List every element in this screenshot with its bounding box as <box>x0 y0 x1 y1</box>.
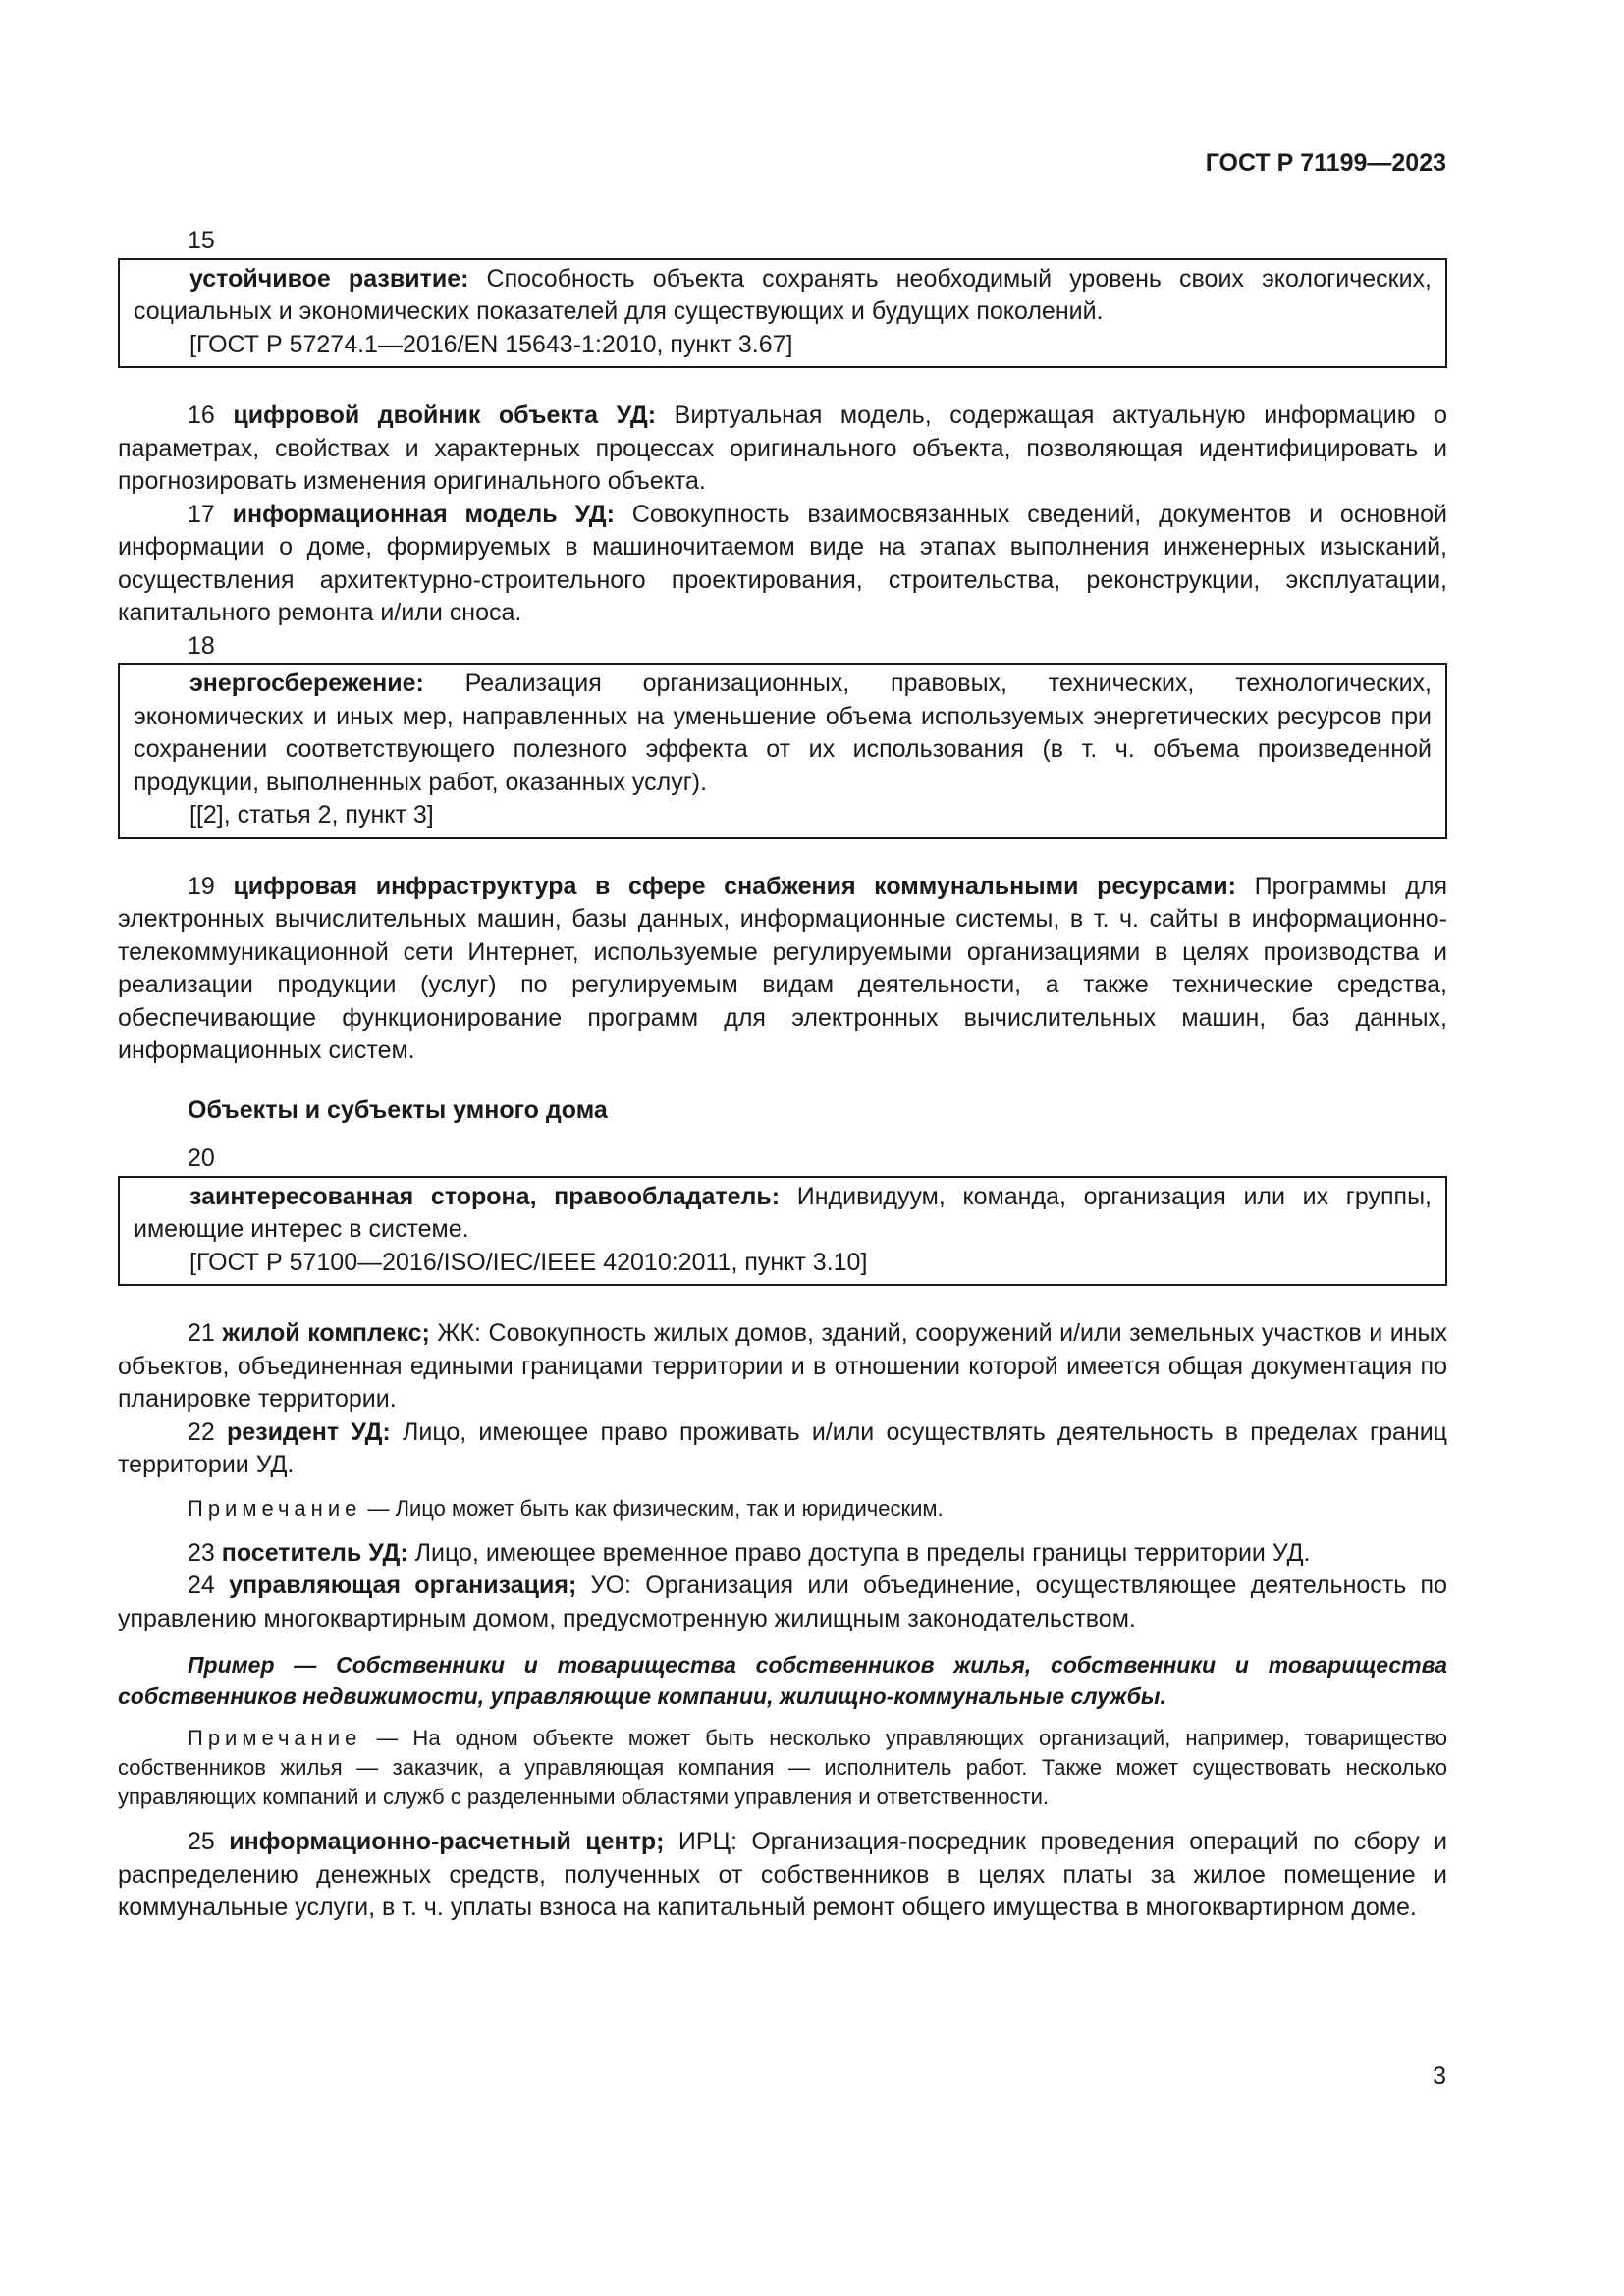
term-23 <box>118 1537 1447 1571</box>
term-19-name: цифровая инфраструктура в сфере снабжения коммунальными ресурсами: <box>233 872 1236 900</box>
term-22-definition: Лицо, имеющее право проживать и/или осуществлять деятельность в пределах границ территории УД. <box>118 1417 1447 1478</box>
term-22 <box>118 1416 1447 1482</box>
term-19-number: 19 <box>188 872 234 900</box>
note-22 <box>118 1494 1447 1523</box>
term-22-name: резидент УД: <box>227 1417 391 1446</box>
term-21-definition: ЖК: Совокупность жилых домов, зданий, сооружений и/или земельных участков и иных объектов, объединенная едиными границами территории и в отношении которой имеется общая документация по планировке территории. <box>118 1319 1447 1413</box>
note-22-text: — Лицо может быть как физическим, так и юридическим. <box>361 1495 944 1521</box>
term-18-name: энергосбережение: <box>189 669 424 697</box>
term-20-definition: Индивидуум, команда, организация или их группы, имеющие интерес в системе. <box>134 1182 1432 1243</box>
term-24-name: управляющая организация; <box>229 1572 577 1599</box>
term-24 <box>118 1570 1447 1635</box>
term-15 <box>134 263 1432 329</box>
note-24-label: Примечание <box>188 1726 362 1750</box>
term-17-number: 17 <box>188 500 233 528</box>
term-24-definition: УО: Организация или объединение, осуществляющее деятельность по управлению многоквартирным домом, предусмотренную жилищным законодательством. <box>118 1572 1447 1632</box>
term-number-18: 18 <box>188 631 215 660</box>
note-24 <box>118 1724 1447 1812</box>
term-box-20 <box>118 1176 1447 1287</box>
term-17-definition: Совокупность взаимосвязанных сведений, документов и основной информации о доме, формируемых в машиночитаемом виде на этапах выполнения инженерных изысканий, осуществления архитектурно-строительного проектирования, строительства, реконструкции, эксплуатации, капитального ремонта и/или сноса. <box>118 500 1447 626</box>
term-16-number: 16 <box>188 401 234 429</box>
document-body <box>118 225 1447 1925</box>
term-18-source: [[2], статья 2, пункт 3] <box>189 801 434 828</box>
term-19 <box>118 871 1447 1068</box>
note-22-label: Примечание <box>188 1495 362 1521</box>
term-15-definition: Способность объекта сохранять необходимый уровень своих экологических, социальных и экономических показателей для существующих и будущих поколений. <box>134 264 1432 325</box>
term-21-number: 21 <box>188 1319 223 1347</box>
term-19-definition: Программы для электронных вычислительных машин, базы данных, информационные системы, в т. ч. сайты в информационно-телекоммуникационной сети Интернет, используемые регулируемыми организациями в целях производства и реализации продукции (услуг) по регулируемым видам деятельности, а также технические средства, обеспечивающие функционирование программ для электронных вычислительных машин, баз данных, информационных систем. <box>118 872 1447 1064</box>
term-21 <box>118 1317 1447 1416</box>
section-heading: Объекты и субъекты умного дома <box>188 1095 608 1124</box>
term-16-name: цифровой двойник объекта УД: <box>233 401 657 429</box>
term-20-name: заинтересованная сторона, правообладатель: <box>189 1182 781 1210</box>
term-box-15 <box>118 258 1447 369</box>
term-number-20: 20 <box>188 1145 215 1172</box>
term-20 <box>134 1181 1432 1247</box>
term-16 <box>118 400 1447 499</box>
term-box-18 <box>118 663 1447 839</box>
term-25-number: 25 <box>188 1828 230 1855</box>
term-24-number: 24 <box>188 1572 230 1599</box>
term-18 <box>134 667 1432 799</box>
term-number-15: 15 <box>188 227 215 254</box>
term-18-definition: Реализация организационных, правовых, технических, технологических, экономических и иных мер, направленных на уменьшение объема используемых энергетических ресурсов при сохранении соответствующего полезного эффекта от их использования (в т. ч. объема произведенной продукции, выполненных работ, оказанных услуг). <box>134 669 1432 796</box>
term-16-definition: Виртуальная модель, содержащая актуальную информацию о параметрах, свойствах и характерных процессах оригинального объекта, позволяющая идентифицировать и прогнозировать изменения оригинального объекта. <box>118 401 1447 495</box>
term-17 <box>118 499 1447 630</box>
term-25-definition: ИРЦ: Организация-посредник проведения операций по сбору и распределению денежных средств, полученных от собственников в целях платы за жилое помещение и коммунальные услуги, в т. ч. уплаты взноса на капитальный ремонт общего имущества в многоквартирном доме. <box>118 1828 1447 1921</box>
note-24-text: — На одном объекте может быть несколько управляющих организаций, например, товарищество собственников жилья — заказчик, а управляющая компания — исполнитель работ. Также может существовать несколько управляющих компаний и служб с разделенными областями управления и ответственности. <box>118 1726 1447 1809</box>
term-25-name: информационно-расчетный центр; <box>229 1828 665 1855</box>
term-23-definition: Лицо, имеющее временное право доступа в пределы границы территории УД. <box>407 1538 1311 1567</box>
example-24: Пример — Собственники и товарищества собственников жилья, собственники и товарищества собственников недвижимости, управляющие компании, жилищно-коммунальные службы. <box>118 1652 1447 1709</box>
term-15-name: устойчивое развитие: <box>189 264 469 293</box>
term-20-source: [ГОСТ Р 57100—2016/ISO/IEC/IEEE 42010:2011, пункт 3.10] <box>189 1248 868 1276</box>
document-code: ГОСТ Р 71199—2023 <box>1205 149 1446 177</box>
term-17-name: информационная модель УД: <box>232 500 615 528</box>
term-22-number: 22 <box>188 1417 228 1446</box>
page-number: 3 <box>1433 2062 1446 2090</box>
term-23-name: посетитель УД: <box>221 1538 408 1567</box>
term-15-source: [ГОСТ Р 57274.1—2016/EN 15643-1:2010, пункт 3.67] <box>189 330 793 358</box>
term-23-number: 23 <box>188 1538 222 1567</box>
term-25 <box>118 1826 1447 1925</box>
term-21-name: жилой комплекс; <box>222 1319 430 1347</box>
